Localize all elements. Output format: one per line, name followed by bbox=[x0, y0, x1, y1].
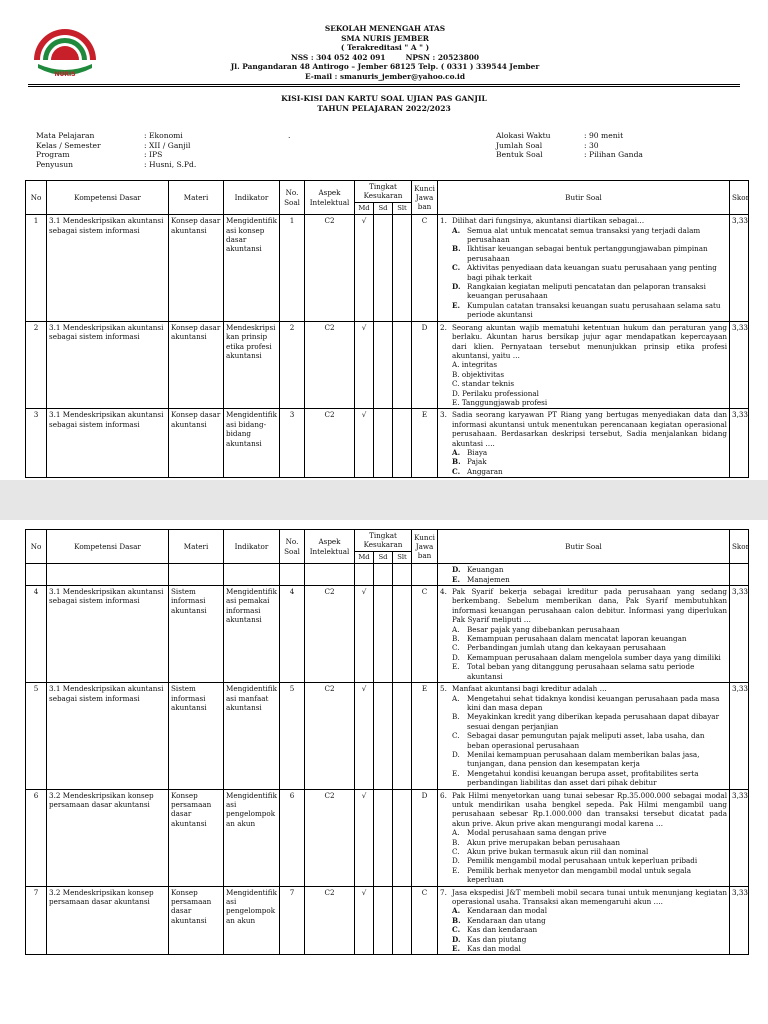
option-letter: B. bbox=[452, 244, 461, 254]
answer-option bbox=[440, 925, 727, 934]
cell-no-soal: 3 bbox=[280, 409, 305, 478]
answer-option bbox=[440, 866, 727, 885]
school-address: Jl. Pangandaran 48 Antirogo – Jember 68125 Telp. ( 0331 ) 339544 Jember bbox=[230, 62, 540, 72]
option-letter: C. bbox=[452, 263, 461, 273]
cell-skor: 3,33 bbox=[730, 886, 749, 955]
cell-slt bbox=[393, 886, 412, 955]
question bbox=[440, 684, 727, 693]
cell-butir-soal bbox=[438, 683, 730, 789]
page-gap bbox=[0, 480, 768, 520]
cell-materi: Konsep persamaan dasar akuntansi bbox=[169, 789, 224, 886]
question bbox=[440, 791, 727, 829]
answer-option bbox=[440, 856, 727, 865]
cell-no-soal: 7 bbox=[280, 886, 305, 955]
question-number: 2. bbox=[440, 322, 447, 332]
kisi-kisi-table-page-2 bbox=[25, 529, 749, 955]
cell-aspek: C2 bbox=[305, 321, 355, 409]
option-letter: B. bbox=[452, 837, 460, 847]
option-letter: E. bbox=[452, 300, 460, 310]
table-row bbox=[26, 409, 749, 478]
info-value: : Husni, S.Pd. bbox=[144, 159, 197, 169]
col-no: No bbox=[26, 181, 47, 215]
col-no: No bbox=[26, 530, 47, 564]
cell-sd bbox=[374, 683, 393, 789]
info-value: : 90 menit bbox=[584, 131, 624, 140]
option-text: Total beban yang ditanggung perusahaan selama satu periode akuntansi bbox=[467, 662, 695, 681]
cell-md: √ bbox=[355, 409, 374, 478]
cell-empty bbox=[47, 564, 169, 586]
col-butir-soal: Butir Soal bbox=[438, 530, 730, 564]
cell-materi: Konsep persamaan dasar akuntansi bbox=[169, 886, 224, 955]
cell-skor: 3,33 bbox=[730, 586, 749, 683]
question-number: 7. bbox=[440, 887, 447, 897]
option-letter: E. bbox=[452, 574, 460, 584]
answer-option bbox=[440, 625, 727, 634]
document-subtitle: TAHUN PELAJARAN 2022/2023 bbox=[317, 104, 451, 113]
option-text: Besar pajak yang dibebankan perusahaan bbox=[467, 624, 620, 634]
table-header bbox=[26, 530, 749, 564]
header-row bbox=[26, 181, 749, 203]
letterhead-divider bbox=[28, 84, 740, 85]
option-text: Kas dan kendaraan bbox=[467, 925, 538, 935]
cell-materi: Sistem informasi akuntansi bbox=[169, 586, 224, 683]
cell-kompetensi-dasar: 3.2 Mendeskripsikan konsep persamaan dasar akuntansi bbox=[47, 886, 169, 955]
cell-kunci: D bbox=[412, 789, 438, 886]
cell-skor: 3,33 bbox=[730, 321, 749, 409]
school-type: SEKOLAH MENENGAH ATAS bbox=[324, 24, 446, 33]
info-value: : Ekonomi bbox=[144, 131, 183, 140]
continuation-row bbox=[26, 564, 749, 586]
cell-butir-soal bbox=[438, 586, 730, 683]
option-text: Menilai kemampuan perusahaan dalam memberikan balas jasa, tunjangan, dana pension dan kesempatan kerja bbox=[467, 749, 700, 769]
info-key: Program bbox=[36, 150, 70, 160]
table-row bbox=[26, 789, 749, 886]
cell-sd bbox=[374, 321, 393, 409]
option-letter: A. bbox=[452, 447, 461, 457]
col-skor: Skor bbox=[730, 530, 749, 564]
answer-option bbox=[440, 565, 727, 574]
cell-no-soal: 1 bbox=[280, 215, 305, 321]
col-tingkat-kesukaran: Tingkat Kesukaran bbox=[355, 530, 412, 552]
option-text: Kendaraan dan utang bbox=[467, 915, 546, 925]
option-text: Meyakinkan kredit yang diberikan kepada perusahaan dapat dibayar sesuai dengan perjanjian bbox=[467, 712, 720, 731]
kisi-kisi-table-page-1 bbox=[25, 180, 749, 478]
option-text: Akun prive merupakan beban perusahaan bbox=[467, 837, 620, 847]
answer-option bbox=[440, 643, 727, 652]
cell-indikator: Mengidentifik asi manfaat akuntansi bbox=[224, 683, 280, 789]
col-md: Md bbox=[355, 202, 374, 214]
option-text: Pemilik berhak menyetor dan mengambil modal untuk segala keperluan bbox=[467, 865, 692, 885]
cell-no: 2 bbox=[26, 321, 47, 409]
answer-option bbox=[440, 634, 727, 643]
cell-kunci: E bbox=[412, 409, 438, 478]
question bbox=[440, 587, 727, 625]
document-page-2 bbox=[0, 520, 768, 1024]
option-letter: B. bbox=[452, 634, 460, 644]
answer-option bbox=[440, 282, 727, 301]
document-page-1 bbox=[0, 0, 768, 480]
school-email: E-mail : smanuris_jember@yahoo.co.id bbox=[305, 71, 465, 81]
cell-sd bbox=[374, 215, 393, 321]
answer-option bbox=[440, 301, 727, 320]
cell-indikator: Mengidentifik asi konsep dasar akuntansi bbox=[224, 215, 280, 321]
option-text: Anggaran bbox=[467, 466, 503, 476]
option-letter: D. bbox=[452, 652, 460, 662]
cell-materi: Konsep dasar akuntansi bbox=[169, 321, 224, 409]
table-row bbox=[26, 683, 749, 789]
cell-indikator: Mendeskripsi kan prinsip etika profesi akuntansi bbox=[224, 321, 280, 409]
option-text: Rangkaian kegiatan meliputi pencatatan dan pelaporan transaksi keuangan perusahaan bbox=[467, 282, 706, 301]
col-kunci-jawaban: Kunci Jawa ban bbox=[412, 181, 438, 215]
option-text: Kendaraan dan modal bbox=[467, 906, 547, 916]
option-text: Manajemen bbox=[467, 574, 510, 584]
col-kompetensi-dasar: Kompetensi Dasar bbox=[47, 530, 169, 564]
cell-aspek: C2 bbox=[305, 215, 355, 321]
cell-md: √ bbox=[355, 886, 374, 955]
info-right bbox=[496, 131, 643, 160]
answer-option bbox=[440, 847, 727, 856]
question-text: Manfaat akuntansi bagi kreditur adalah … bbox=[452, 684, 607, 694]
answer-option bbox=[440, 828, 727, 837]
info-key: Mata Pelajaran bbox=[36, 131, 95, 140]
option-letter: C. bbox=[452, 643, 460, 653]
option-letter: A. bbox=[452, 828, 460, 838]
cell-empty bbox=[374, 564, 393, 586]
option-letter: A. bbox=[452, 693, 460, 703]
option-letter: B. bbox=[452, 915, 461, 925]
option-letter: E. bbox=[452, 865, 460, 875]
cell-md: √ bbox=[355, 321, 374, 409]
question-number: 6. bbox=[440, 790, 447, 800]
question-text: Pak Syarif bekerja sebagai kreditur pada perusahaan yang sedang berkembang. Sebelum memberikan dana, Pak Syarif membutuhkan informasi keuangan perusahaan calon debitur. Informasi yang diperlukan Pak Syarif meliputi … bbox=[452, 587, 727, 625]
cell-indikator: Mengidentifik asi pemakai informasi akuntansi bbox=[224, 586, 280, 683]
col-butir-soal: Butir Soal bbox=[438, 181, 730, 215]
answer-option bbox=[440, 467, 727, 476]
option-letter: E. bbox=[452, 944, 460, 954]
question-text: Dilihat dari fungsinya, akuntansi diartikan sebagai… bbox=[452, 216, 645, 226]
cell-kunci: C bbox=[412, 886, 438, 955]
cell-butir-soal bbox=[438, 409, 730, 478]
cell-sd bbox=[374, 789, 393, 886]
header-row bbox=[26, 530, 749, 552]
col-kunci-jawaban: Kunci Jawa ban bbox=[412, 530, 438, 564]
cell-no: 7 bbox=[26, 886, 47, 955]
cell-skor: 3,33 bbox=[730, 683, 749, 789]
cell-slt bbox=[393, 789, 412, 886]
answer-option bbox=[440, 662, 727, 681]
cell-md: √ bbox=[355, 586, 374, 683]
cell-no: 1 bbox=[26, 215, 47, 321]
cell-materi: Konsep dasar akuntansi bbox=[169, 215, 224, 321]
option-text: Kemampuan perusahaan dalam mengelola sumber daya yang dimiliki bbox=[467, 652, 721, 662]
info-value: : IPS bbox=[144, 150, 163, 160]
col-slt: Slt bbox=[393, 551, 412, 563]
cell-aspek: C2 bbox=[305, 683, 355, 789]
option-text: Ikhtisar keuangan sebagai bentuk pertanggungjawaban pimpinan perusahaan bbox=[467, 244, 708, 263]
answer-option: E. Tanggungjawab profesi bbox=[452, 397, 548, 407]
option-text: Kas dan piutang bbox=[467, 934, 527, 944]
info-value: : Pilihan Ganda bbox=[584, 150, 643, 160]
info-value: : XII / Ganjil bbox=[144, 140, 191, 150]
col-indikator: Indikator bbox=[224, 181, 280, 215]
answer-option bbox=[440, 694, 727, 713]
question-text: Seorang akuntan wajib mematuhi ketentuan hukum dan peraturan yang berlaku. Akuntan harus bersikap jujur agar mendapatkan kepercayaan dari klien. Pernyataan tersebut menunjukkan prinsip etika profesi akuntansi, yaitu … bbox=[452, 322, 727, 360]
cell-butir-soal bbox=[438, 789, 730, 886]
answer-option bbox=[440, 448, 727, 457]
cell-sd bbox=[374, 886, 393, 955]
cell-skor: 3,33 bbox=[730, 215, 749, 321]
col-aspek: Aspek Intelektual bbox=[305, 530, 355, 564]
cell-butir-soal bbox=[438, 215, 730, 321]
cell-indikator: Mengidentifik asi pengelompok an akun bbox=[224, 789, 280, 886]
cell-kunci: D bbox=[412, 321, 438, 409]
cell-kompetensi-dasar: 3.1 Mendeskripsikan akuntansi sebagai sistem informasi bbox=[47, 215, 169, 321]
col-slt: Slt bbox=[393, 202, 412, 214]
question-number: 3. bbox=[440, 410, 447, 420]
cell-slt bbox=[393, 586, 412, 683]
question-text: Jasa ekspedisi J&T membeli mobil secara tunai untuk menunjang kegiatan operasional usaha. Transaksi akan memengaruhi akun …. bbox=[452, 887, 727, 907]
answer-option bbox=[440, 244, 727, 263]
question-text: Pak Hilmi menyetorkan uang tunai sebesar Rp.35.000.000 sebagai modal untuk mendirikan usaha bengkel sepeda. Pak Hilmi mengambil uang perusahaan sebesar Rp.1.000.000 dan transaksi tersebut dicatat pada akun prive. Akun prive akan mengurangi modal karena … bbox=[452, 790, 727, 828]
answer-option bbox=[440, 838, 727, 847]
cell-materi: Sistem informasi akuntansi bbox=[169, 683, 224, 789]
cell-indikator: Mengidentifik asi pengelompok an akun bbox=[224, 886, 280, 955]
question bbox=[440, 323, 727, 361]
cell-md: √ bbox=[355, 789, 374, 886]
question bbox=[440, 888, 727, 907]
option-letter: B. bbox=[452, 712, 460, 722]
option-text: Aktivitas penyediaan data keuangan suatu perusahaan yang penting bagi pihak terkait bbox=[467, 263, 717, 282]
cell-empty bbox=[412, 564, 438, 586]
col-md: Md bbox=[355, 551, 374, 563]
cell-no-soal: 4 bbox=[280, 586, 305, 683]
cell-no: 4 bbox=[26, 586, 47, 683]
question-text: Sadia seorang karyawan PT Riang yang bertugas menyediakan data dan informasi akuntansi untuk menentukan perencanaan kegiatan operasional perusahaan. Berdasarkan deskripsi tersebut, Sadia menjalankan bidang akuntasi …. bbox=[452, 410, 727, 448]
question-number: 4. bbox=[440, 587, 447, 597]
answer-option: C. standar teknis bbox=[452, 379, 515, 389]
cell-slt bbox=[393, 683, 412, 789]
col-sd: Sd bbox=[374, 202, 393, 214]
col-aspek: Aspek Intelektual bbox=[305, 181, 355, 215]
school-letterhead bbox=[200, 24, 570, 82]
col-materi: Materi bbox=[169, 530, 224, 564]
answer-option bbox=[440, 712, 727, 731]
col-tingkat-kesukaran: Tingkat Kesukaran bbox=[355, 181, 412, 203]
logo-text: NURIS bbox=[54, 71, 76, 78]
answer-option bbox=[440, 916, 727, 925]
option-text: Keuangan bbox=[467, 565, 504, 575]
option-letter: E. bbox=[452, 768, 460, 778]
cell-empty bbox=[305, 564, 355, 586]
cell-kompetensi-dasar: 3.1 Mendeskripsikan akuntansi sebagai sistem informasi bbox=[47, 321, 169, 409]
cell-empty bbox=[169, 564, 224, 586]
option-text: Sebagai dasar pemungutan pajak meliputi asset, laba usaha, dan beban operasional perusahaan bbox=[467, 731, 705, 750]
cell-skor: 3,33 bbox=[730, 789, 749, 886]
col-no-soal: No. Soal bbox=[280, 530, 305, 564]
answer-option: A. integritas bbox=[452, 360, 498, 370]
answer-option bbox=[440, 226, 727, 245]
option-letter: C. bbox=[452, 466, 461, 476]
option-letter: A. bbox=[452, 624, 460, 634]
question bbox=[440, 410, 727, 448]
answer-option bbox=[440, 750, 727, 769]
cell-no: 3 bbox=[26, 409, 47, 478]
school-name: SMA NURIS JEMBER bbox=[341, 33, 429, 43]
cell-sd bbox=[374, 409, 393, 478]
info-key: Bentuk Soal bbox=[496, 150, 543, 160]
school-accreditation: ( Terakreditasi " A " ) bbox=[340, 43, 430, 53]
option-text: Semua alat untuk mencatat semua transaksi yang terjadi dalam perusahaan bbox=[467, 225, 701, 245]
option-letter: C. bbox=[452, 731, 460, 741]
col-no-soal: No. Soal bbox=[280, 181, 305, 215]
option-letter: D. bbox=[452, 282, 461, 292]
option-text: Kas dan modal bbox=[467, 944, 521, 954]
cell-empty bbox=[355, 564, 374, 586]
cell-aspek: C2 bbox=[305, 789, 355, 886]
option-text: Biaya bbox=[467, 447, 488, 457]
col-sd: Sd bbox=[374, 551, 393, 563]
cell-empty bbox=[393, 564, 412, 586]
answer-option bbox=[440, 731, 727, 750]
table-row bbox=[26, 215, 749, 321]
cell-empty bbox=[730, 564, 749, 586]
answer-option bbox=[440, 575, 727, 584]
document-title: KISI-KISI DAN KARTU SOAL UJIAN PAS GANJIL bbox=[281, 94, 487, 103]
cell-kompetensi-dasar: 3.2 Mendeskripsikan konsep persamaan dasar akuntansi bbox=[47, 789, 169, 886]
answer-option bbox=[440, 769, 727, 788]
cell-materi: Konsep dasar akuntansi bbox=[169, 409, 224, 478]
cell-empty bbox=[280, 564, 305, 586]
cell-kompetensi-dasar: 3.1 Mendeskripsikan akuntansi sebagai sistem informasi bbox=[47, 409, 169, 478]
letterhead-divider-2 bbox=[28, 86, 740, 87]
info-key: Penyusun bbox=[36, 159, 74, 169]
option-letter: D. bbox=[452, 749, 460, 759]
option-letter: D. bbox=[452, 565, 461, 575]
option-letter: B. bbox=[452, 457, 461, 467]
cell-indikator: Mengidentifik asi bidang-bidang akuntansi bbox=[224, 409, 280, 478]
cell-no: 6 bbox=[26, 789, 47, 886]
cell-kunci: C bbox=[412, 586, 438, 683]
cell-slt bbox=[393, 321, 412, 409]
cell-sd bbox=[374, 586, 393, 683]
answer-option bbox=[440, 944, 727, 953]
table-row bbox=[26, 321, 749, 409]
cell-slt bbox=[393, 215, 412, 321]
option-letter: D. bbox=[452, 856, 460, 866]
school-npsn: NPSN : 20523800 bbox=[405, 52, 479, 62]
answer-option bbox=[440, 935, 727, 944]
cell-butir-soal bbox=[438, 564, 730, 586]
cell-md: √ bbox=[355, 215, 374, 321]
option-letter: C. bbox=[452, 925, 461, 935]
answer-option: B. objektivitas bbox=[452, 369, 505, 379]
answer-option: D. Perilaku professional bbox=[452, 388, 539, 398]
cell-butir-soal bbox=[438, 321, 730, 409]
option-letter: E. bbox=[452, 662, 460, 672]
cell-no-soal: 6 bbox=[280, 789, 305, 886]
option-text: Modal perusahaan sama dengan prive bbox=[467, 828, 607, 838]
option-text: Akun prive bukan termasuk akun riil dan nominal bbox=[467, 847, 649, 856]
info-left bbox=[36, 131, 196, 169]
table-body bbox=[26, 215, 749, 478]
cell-no-soal: 2 bbox=[280, 321, 305, 409]
col-skor: Skor bbox=[730, 181, 749, 215]
option-text: Pemilik mengambil modal perusahaan untuk keperluan pribadi bbox=[467, 856, 698, 866]
school-logo bbox=[30, 26, 100, 82]
option-text: Perbandingan jumlah utang dan kekayaan perusahaan bbox=[467, 643, 666, 653]
cell-kompetensi-dasar: 3.1 Mendeskripsikan akuntansi sebagai sistem informasi bbox=[47, 683, 169, 789]
question bbox=[440, 216, 727, 225]
cell-md: √ bbox=[355, 683, 374, 789]
option-letter: A. bbox=[452, 906, 461, 916]
table-header bbox=[26, 181, 749, 215]
answer-option bbox=[440, 906, 727, 915]
option-text: Pajak bbox=[467, 457, 487, 467]
table-row bbox=[26, 586, 749, 683]
info-key: Kelas / Semester bbox=[36, 140, 101, 150]
info-key: Jumlah Soal bbox=[496, 140, 543, 150]
answer-option bbox=[440, 653, 727, 662]
cell-empty bbox=[224, 564, 280, 586]
answer-option bbox=[440, 263, 727, 282]
info-key: Alokasi Waktu bbox=[496, 131, 551, 140]
cell-aspek: C2 bbox=[305, 886, 355, 955]
info-dot: . bbox=[288, 131, 291, 140]
option-text: Kemampuan perusahaan dalam mencatat laporan keuangan bbox=[467, 634, 687, 644]
option-letter: C. bbox=[452, 847, 460, 856]
option-letter: A. bbox=[452, 225, 461, 235]
cell-no-soal: 5 bbox=[280, 683, 305, 789]
cell-kompetensi-dasar: 3.1 Mendeskripsikan akuntansi sebagai sistem informasi bbox=[47, 586, 169, 683]
table-body bbox=[26, 564, 749, 955]
info-value: : 30 bbox=[584, 140, 599, 150]
option-text: Mengetahui kondisi keuangan berupa asset, profitabilites serta perbandingan liabilitas dan asset dari pihak debitur bbox=[467, 768, 699, 788]
cell-empty bbox=[26, 564, 47, 586]
option-letter: D. bbox=[452, 934, 461, 944]
col-materi: Materi bbox=[169, 181, 224, 215]
cell-butir-soal bbox=[438, 886, 730, 955]
answer-option bbox=[440, 457, 727, 466]
option-text: Mengetahui sehat tidaknya kondisi keuangan perusahaan pada masa kini dan masa depan bbox=[467, 693, 720, 712]
cell-aspek: C2 bbox=[305, 586, 355, 683]
school-nss: NSS : 304 052 402 091 bbox=[291, 52, 386, 62]
col-kompetensi-dasar: Kompetensi Dasar bbox=[47, 181, 169, 215]
cell-no: 5 bbox=[26, 683, 47, 789]
cell-aspek: C2 bbox=[305, 409, 355, 478]
col-indikator: Indikator bbox=[224, 530, 280, 564]
question-number: 1. bbox=[440, 216, 447, 226]
cell-skor: 3,33 bbox=[730, 409, 749, 478]
cell-slt bbox=[393, 409, 412, 478]
cell-kunci: C bbox=[412, 215, 438, 321]
option-text: Kumpulan catatan transaksi keuangan suatu perusahaan selama satu periode akuntansi bbox=[467, 300, 721, 320]
cell-kunci: E bbox=[412, 683, 438, 789]
question-number: 5. bbox=[440, 684, 447, 694]
table-row bbox=[26, 886, 749, 955]
